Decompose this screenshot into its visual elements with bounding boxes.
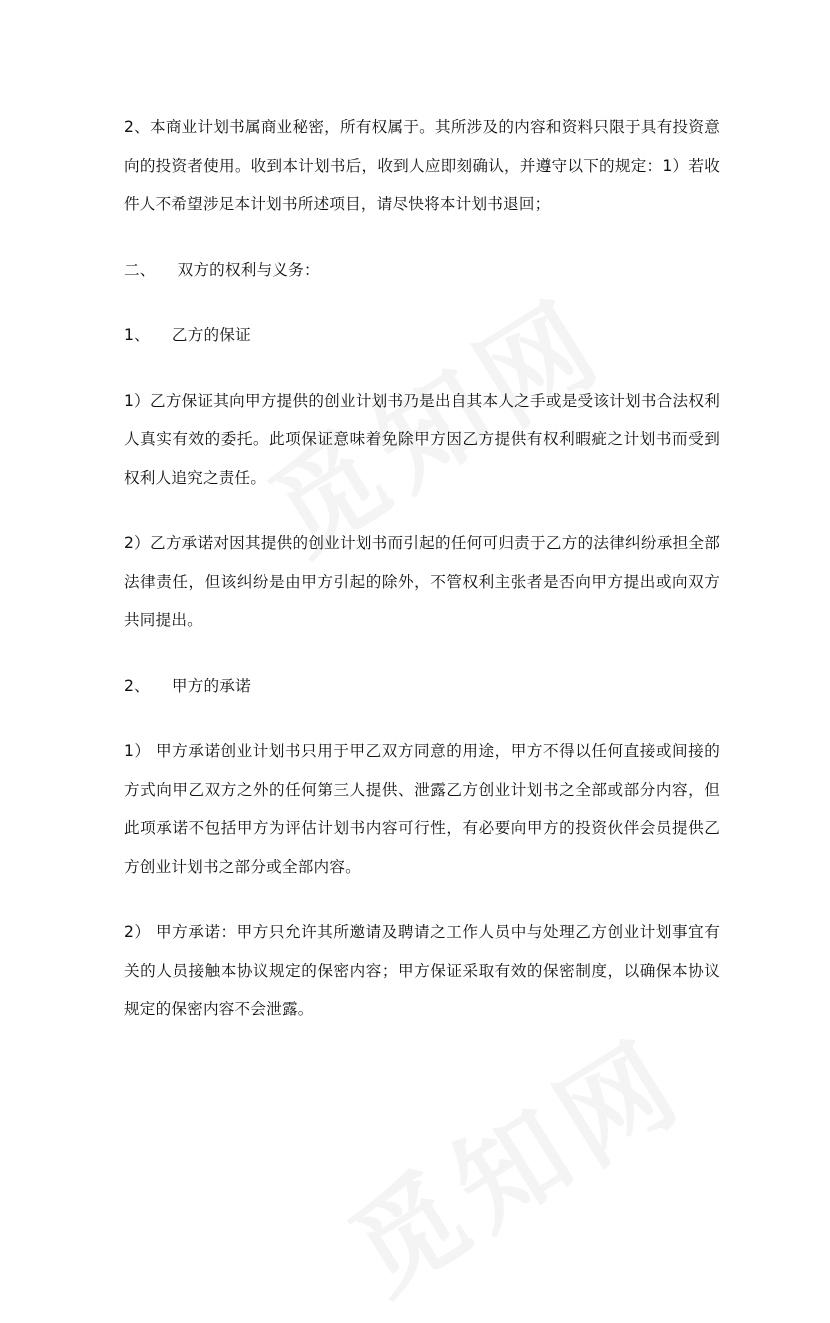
paragraph-party-b-guarantee-2: 2）乙方承诺对因其提供的创业计划书而引起的任何可归责于乙方的法律纠纷承担全部法律责任，但该纠纷是由甲方引起的除外，不管权利主张者是否向甲方提出或向双方共同提出。 xyxy=(124,534,720,629)
subsection-heading-party-b xyxy=(124,316,720,355)
section-number: 二、 xyxy=(124,260,156,279)
paragraph-confidentiality: 2、本商业计划书属商业秘密，所有权属于。其所涉及的内容和资料只限于具有投资意向的投资者使用。收到本计划书后，收到人应即刻确认，并遵守以下的规定：1）若收件人不希望涉足本计划书所述项目，请尽快将本计划书退回； xyxy=(124,118,720,213)
subsection-number: 1、 xyxy=(124,326,150,344)
document-body xyxy=(124,108,720,1056)
paragraph-party-b-guarantee-1: 1）乙方保证其向甲方提供的创业计划书乃是出自其本人之手或是受该计划书合法权利人真实有效的委托。此项保证意味着免除甲方因乙方提供有权利暇疵之计划书而受到权利人追究之责任。 xyxy=(124,391,720,487)
section-title: 双方的权利与义务： xyxy=(177,260,320,279)
section-heading-rights xyxy=(124,251,720,290)
paragraph-party-a-promise-2: 2） 甲方承诺：甲方只允许其所邀请及聘请之工作人员中与处理乙方创业计划事宜有关的人员接触本协议规定的保密内容；甲方保证采取有效的保密制度，以确保本协议规定的保密内容不会泄露。 xyxy=(124,923,720,1018)
subsection-title: 甲方的承诺 xyxy=(171,676,251,695)
paragraph-party-a-promise-1: 1） 甲方承诺创业计划书只用于甲乙双方同意的用途，甲方不得以任何直接或间接的方式向甲乙双方之外的任何第三人提供、泄露乙方创业计划书之全部或部分内容，但此项承诺不包括甲方为评估计划书内容可行性，有必要向甲方的投资伙伴会员提供乙方创业计划书之部分或全部内容。 xyxy=(124,742,720,876)
subsection-heading-party-a xyxy=(124,667,720,706)
subsection-title: 乙方的保证 xyxy=(171,326,251,344)
subsection-number: 2、 xyxy=(124,676,150,695)
